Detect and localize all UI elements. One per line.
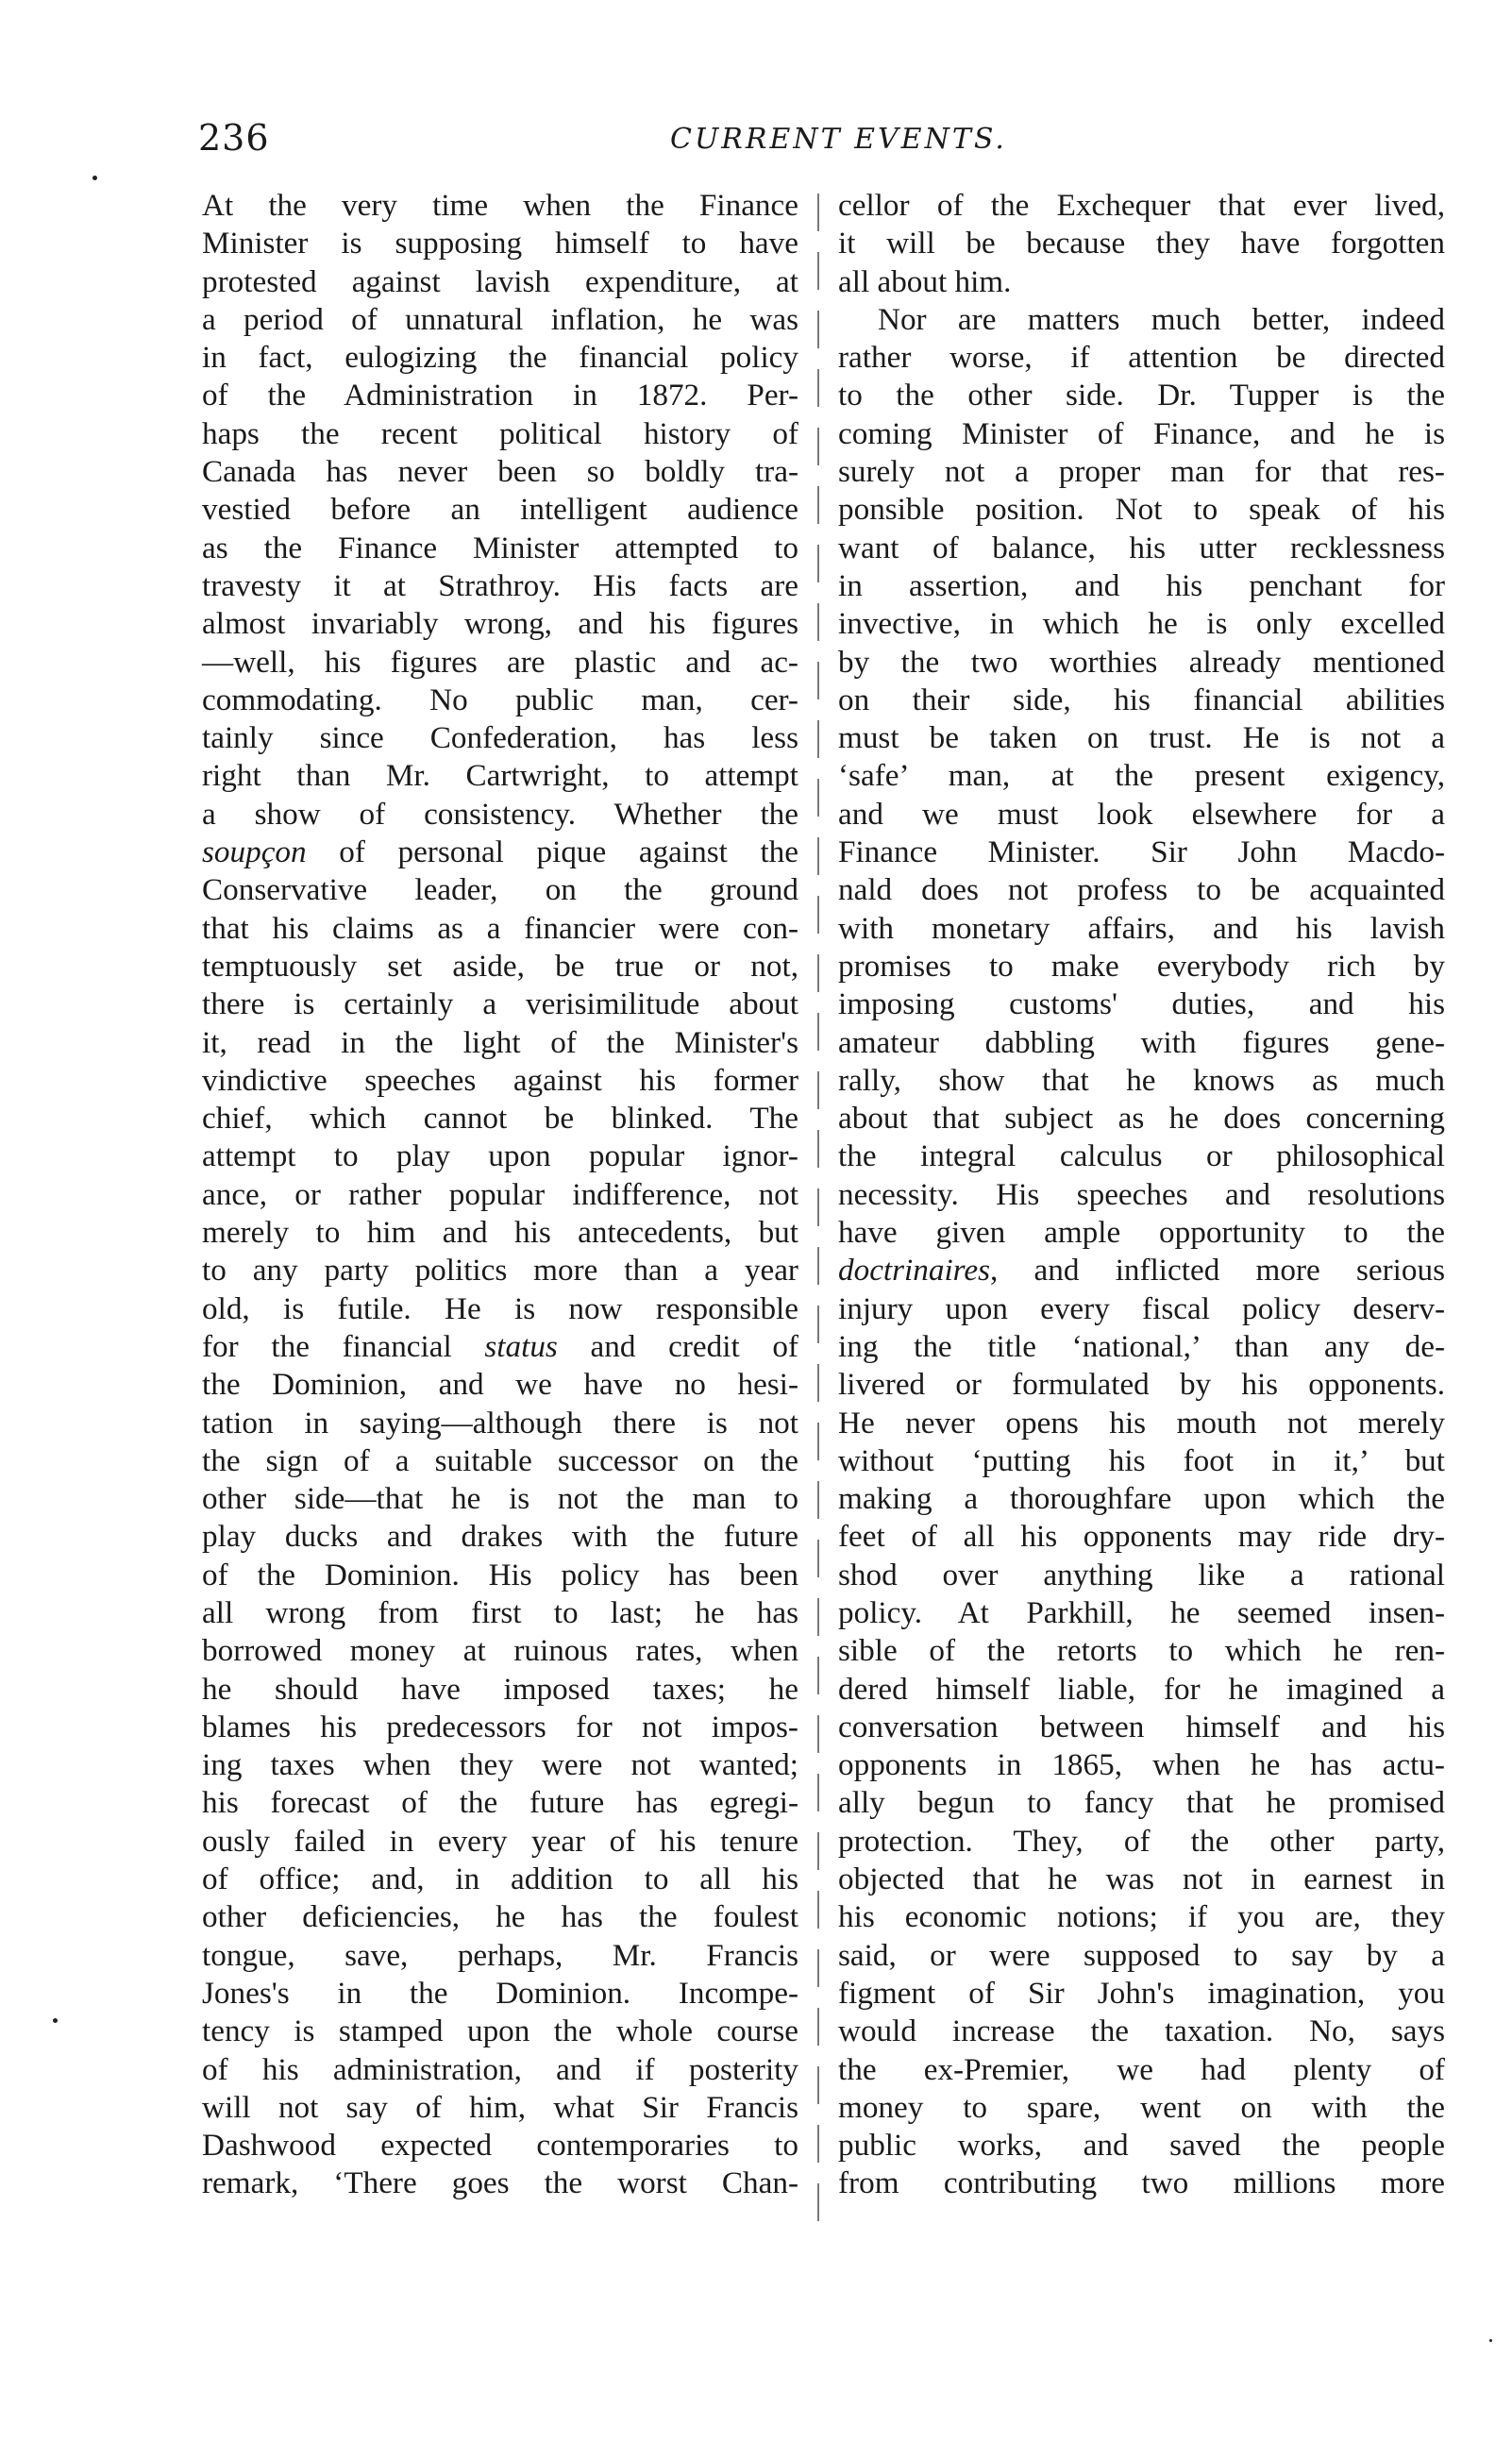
- text-line: rally, show that he knows as much: [838, 1062, 1445, 1098]
- text-line: the Dominion, and we have no hesi-: [202, 1367, 798, 1403]
- text-line: it, read in the light of the Minister's: [202, 1024, 798, 1060]
- print-speck: [92, 176, 97, 180]
- text-line: the sign of a suitable successor on the: [202, 1442, 798, 1478]
- text-line: At the very time when the Finance: [202, 188, 798, 223]
- text-line: right than Mr. Cartwright, to attempt: [202, 758, 798, 794]
- text-line: promises to make everybody rich by: [838, 948, 1445, 984]
- text-line: on their side, his financial abilities: [838, 682, 1445, 717]
- text-line: other deficiencies, he has the foulest: [202, 1899, 798, 1935]
- text-line: attempt to play upon popular ignor-: [202, 1138, 798, 1174]
- text-line: about that subject as he does concerning: [838, 1101, 1445, 1137]
- text-line: without ‘putting his foot in it,’ but: [838, 1442, 1445, 1478]
- print-speck: [1489, 2339, 1492, 2342]
- right-paragraph-continuation: [838, 187, 1445, 301]
- text-line: ponsible position. Not to speak of his: [838, 492, 1445, 528]
- text-line: conversation between himself and his: [838, 1709, 1445, 1744]
- text-line: with monetary affairs, and his lavish: [838, 910, 1445, 946]
- text-line: commodating. No public man, cer-: [202, 682, 798, 717]
- text-line: coming Minister of Finance, and he is: [838, 415, 1445, 451]
- text-line: He never opens his mouth not merely: [838, 1405, 1445, 1441]
- text-line: play ducks and drakes with the future: [202, 1519, 798, 1555]
- text-line: ing the title ‘national,’ than any de-: [838, 1328, 1445, 1364]
- text-line: shod over anything like a rational: [838, 1557, 1445, 1592]
- text-line: blames his predecessors for not impos-: [202, 1709, 798, 1744]
- text-line: of the Administration in 1872. Per-: [202, 378, 798, 413]
- text-line: invective, in which he is only excelled: [838, 606, 1445, 642]
- text-line: all about him.: [838, 263, 1012, 299]
- text-line: policy. At Parkhill, he seemed insen-: [838, 1594, 1445, 1630]
- text-line: figment of Sir John's imagination, you: [838, 1975, 1445, 2011]
- column-divider: [817, 194, 819, 2228]
- running-head: CURRENT EVENTS.: [670, 123, 1007, 156]
- text-line: Dashwood expected contemporaries to: [202, 2128, 798, 2164]
- text-line: he should have imposed taxes; he: [202, 1671, 798, 1707]
- text-line: all wrong from first to last; he has: [202, 1594, 798, 1630]
- text-line: his economic notions; if you are, they: [838, 1899, 1445, 1935]
- text-line: surely not a proper man for that res-: [838, 454, 1445, 490]
- text-line: of the Dominion. His policy has been: [202, 1557, 798, 1592]
- text-line: must be taken on trust. He is not a: [838, 720, 1445, 756]
- left-text-column: [202, 187, 798, 2203]
- text-line: objected that he was not in earnest in: [838, 1862, 1445, 1897]
- text-line: merely to him and his antecedents, but: [202, 1215, 798, 1251]
- text-line: to any party politics more than a year: [202, 1253, 798, 1289]
- text-line: travesty it at Strathroy. His facts are: [202, 567, 798, 603]
- text-line: cellor of the Exchequer that ever lived,: [838, 188, 1445, 223]
- page-header: [198, 117, 1453, 159]
- text-line: Finance Minister. Sir John Macdo-: [838, 834, 1445, 870]
- text-line: there is certainly a verisimilitude about: [202, 986, 798, 1022]
- text-line: Conservative leader, on the ground: [202, 872, 798, 908]
- right-text-column: [838, 187, 1445, 2203]
- text-line: as the Finance Minister attempted to: [202, 530, 798, 565]
- text-line: other side—that he is not the man to: [202, 1481, 798, 1517]
- text-line: tation in saying—although there is not: [202, 1405, 798, 1441]
- text-line: Nor are matters much better, indeed: [878, 301, 1445, 337]
- text-line: —well, his figures are plastic and ac-: [202, 644, 798, 680]
- text-line: for the financial status and credit of: [202, 1328, 798, 1364]
- text-line: ously failed in every year of his tenure: [202, 1823, 798, 1859]
- text-line: in assertion, and his penchant for: [838, 567, 1445, 603]
- text-line: by the two worthies already mentioned: [838, 644, 1445, 680]
- text-line: vestied before an intelligent audience: [202, 492, 798, 528]
- text-line: that his claims as a financier were con-: [202, 910, 798, 946]
- text-line: will not say of him, what Sir Francis: [202, 2089, 798, 2125]
- text-line: sible of the retorts to which he ren-: [838, 1633, 1445, 1669]
- text-line: doctrinaires, and inflicted more serious: [838, 1253, 1445, 1289]
- text-line: in fact, eulogizing the financial policy: [202, 340, 798, 376]
- text-line: chief, which cannot be blinked. The: [202, 1101, 798, 1137]
- text-line: tainly since Confederation, has less: [202, 720, 798, 756]
- text-line: tency is stamped upon the whole course: [202, 2013, 798, 2049]
- text-line: public works, and saved the people: [838, 2128, 1445, 2164]
- page-number: 236: [198, 117, 270, 159]
- text-line: ing taxes when they were not wanted;: [202, 1747, 798, 1783]
- text-line: the integral calculus or philosophical: [838, 1138, 1445, 1174]
- text-line: haps the recent political history of: [202, 415, 798, 451]
- text-line: imposing customs' duties, and his: [838, 986, 1445, 1022]
- text-line: feet of all his opponents may ride dry-: [838, 1519, 1445, 1555]
- text-line: have given ample opportunity to the: [838, 1215, 1445, 1251]
- text-line: necessity. His speeches and resolutions: [838, 1176, 1445, 1212]
- text-line: opponents in 1865, when he has actu-: [838, 1747, 1445, 1783]
- text-line: protection. They, of the other party,: [838, 1823, 1445, 1859]
- text-line: vindictive speeches against his former: [202, 1062, 798, 1098]
- right-paragraph-tupper: [838, 301, 1445, 2203]
- text-line: Minister is supposing himself to have: [202, 226, 798, 261]
- text-line: it will be because they have forgotten: [838, 226, 1445, 261]
- text-line: ally begun to fancy that he promised: [838, 1785, 1445, 1821]
- text-line: the ex-Premier, we had plenty of: [838, 2051, 1445, 2087]
- text-line: of his administration, and if posterity: [202, 2051, 798, 2087]
- text-line: Jones's in the Dominion. Incompe-: [202, 1975, 798, 2011]
- text-line: livered or formulated by his opponents.: [838, 1367, 1445, 1403]
- text-line: making a thoroughfare upon which the: [838, 1481, 1445, 1517]
- text-line: ance, or rather popular indifference, not: [202, 1176, 798, 1212]
- text-line: his forecast of the future has egregi-: [202, 1785, 798, 1821]
- text-line: dered himself liable, for he imagined a: [838, 1671, 1445, 1707]
- text-line: a show of consistency. Whether the: [202, 796, 798, 832]
- text-line: said, or were supposed to say by a: [838, 1937, 1445, 1973]
- text-line: borrowed money at ruinous rates, when: [202, 1633, 798, 1669]
- text-line: almost invariably wrong, and his figures: [202, 606, 798, 642]
- text-line: from contributing two millions more: [838, 2165, 1445, 2201]
- text-line: old, is futile. He is now responsible: [202, 1290, 798, 1326]
- print-speck: [53, 2018, 58, 2023]
- text-line: amateur dabbling with figures gene-: [838, 1024, 1445, 1060]
- text-line: a period of unnatural inflation, he was: [202, 301, 798, 337]
- text-line: rather worse, if attention be directed: [838, 340, 1445, 376]
- text-line: temptuously set aside, be true or not,: [202, 948, 798, 984]
- text-line: and we must look elsewhere for a: [838, 796, 1445, 832]
- text-line: tongue, save, perhaps, Mr. Francis: [202, 1937, 798, 1973]
- text-line: remark, ‘There goes the worst Chan-: [202, 2165, 798, 2201]
- text-line: ‘safe’ man, at the present exigency,: [838, 758, 1445, 794]
- text-line: injury upon every fiscal policy deserv-: [838, 1290, 1445, 1326]
- text-line: money to spare, went on with the: [838, 2089, 1445, 2125]
- left-paragraph: [202, 187, 798, 2203]
- text-line: would increase the taxation. No, says: [838, 2013, 1445, 2049]
- text-line: nald does not profess to be acquainted: [838, 872, 1445, 908]
- text-line: Canada has never been so boldly tra-: [202, 454, 798, 490]
- text-line: of office; and, in addition to all his: [202, 1862, 798, 1897]
- text-line: soupçon of personal pique against the: [202, 834, 798, 870]
- text-line: want of balance, his utter recklessness: [838, 530, 1445, 565]
- text-line: to the other side. Dr. Tupper is the: [838, 378, 1445, 413]
- text-line: protested against lavish expenditure, at: [202, 263, 798, 299]
